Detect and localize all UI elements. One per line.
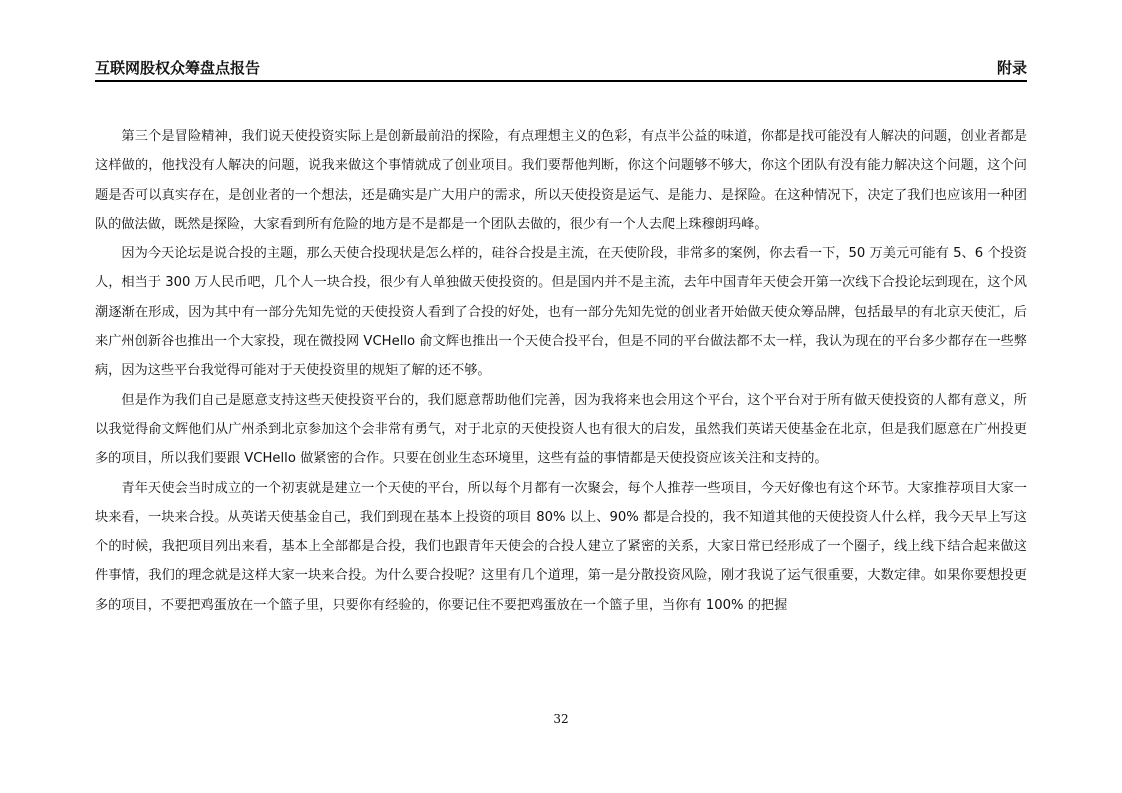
paragraph: 青年天使会当时成立的一个初衷就是建立一个天使的平台，所以每个月都有一次聚会，每个人推荐一些项目，今天好像也有这个环节。大家推荐项目大家一块来看，一块来合投。从英诺天使基金自己，我们到现在基本上投资的项目 80% 以上、90% 都是合投的，我不知道其他的天使投资人什么样，我今天早上写这个的时候，我把项目列出来看，基本上全部都是合投，我们也跟青年天使会的合投人建立了紧密的关系，大家日常已经形成了一个圈子，线上线下结合起来做这件事情，我们的理念就是这样大家一块来合投。为什么要合投呢？这里有几个道理，第一是分散投资风险，刚才我说了运气很重要，大数定律。如果你要想投更多的项目，不要把鸡蛋放在一个篮子里，只要你有经验的，你要记住不要把鸡蛋放在一个篮子里，当你有 100% 的把握: [95, 480, 1027, 613]
report-title: 互联网股权众筹盘点报告: [95, 59, 261, 77]
page-body: [95, 122, 1027, 620]
section-label: 附录: [996, 59, 1027, 77]
page-number: 32: [553, 712, 569, 726]
paragraph: 第三个是冒险精神，我们说天使投资实际上是创新最前沿的探险，有点理想主义的色彩，有点半公益的味道，你都是找可能没有人解决的问题，创业者都是这样做的，他找没有人解决的问题，说我来做这个事情就成了创业项目。我们要帮他判断，你这个问题够不够大，你这个团队有没有能力解决这个问题，这个问题是否可以真实存在，是创业者的一个想法，还是确实是广大用户的需求，所以天使投资是运气、是能力、是探险。在这种情况下，决定了我们也应该用一种团队的做法做，既然是探险，大家看到所有危险的地方是不是都是一个团队去做的，很少有一个人去爬上珠穆朗玛峰。: [95, 129, 1027, 232]
paragraph: 但是作为我们自己是愿意支持这些天使投资平台的，我们愿意帮助他们完善，因为我将来也会用这个平台，这个平台对于所有做天使投资的人都有意义，所以我觉得俞文辉他们从广州杀到北京参加这个会非常有勇气，对于北京的天使投资人也有很大的启发，虽然我们英诺天使基金在北京，但是我们愿意在广州投更多的项目，所以我们要跟 VCHello 做紧密的合作。只要在创业生态环境里，这些有益的事情都是天使投资应该关注和支持的。: [95, 392, 1027, 467]
page-header: [95, 56, 1027, 82]
paragraph: 因为今天论坛是说合投的主题，那么天使合投现状是怎么样的，硅谷合投是主流，在天使阶段，非常多的案例，你去看一下，50 万美元可能有 5、6 个投资人，相当于 300 万人民币吧，几个人一块合投，很少有人单独做天使投资的。但是国内并不是主流，去年中国青年天使会开第一次线下合投论坛到现在，这个风潮逐渐在形成，因为其中有一部分先知先觉的天使投资人看到了合投的好处，也有一部分先知先觉的创业者开始做天使众筹品牌，包括最早的有北京天使汇，后来广州创新谷也推出一个大家投，现在微投网 VCHello 俞文辉也推出一个天使合投平台，但是不同的平台做法都不太一样，我认为现在的平台多少都存在一些弊病，因为这些平台我觉得可能对于天使投资里的规矩了解的还不够。: [95, 246, 1027, 379]
